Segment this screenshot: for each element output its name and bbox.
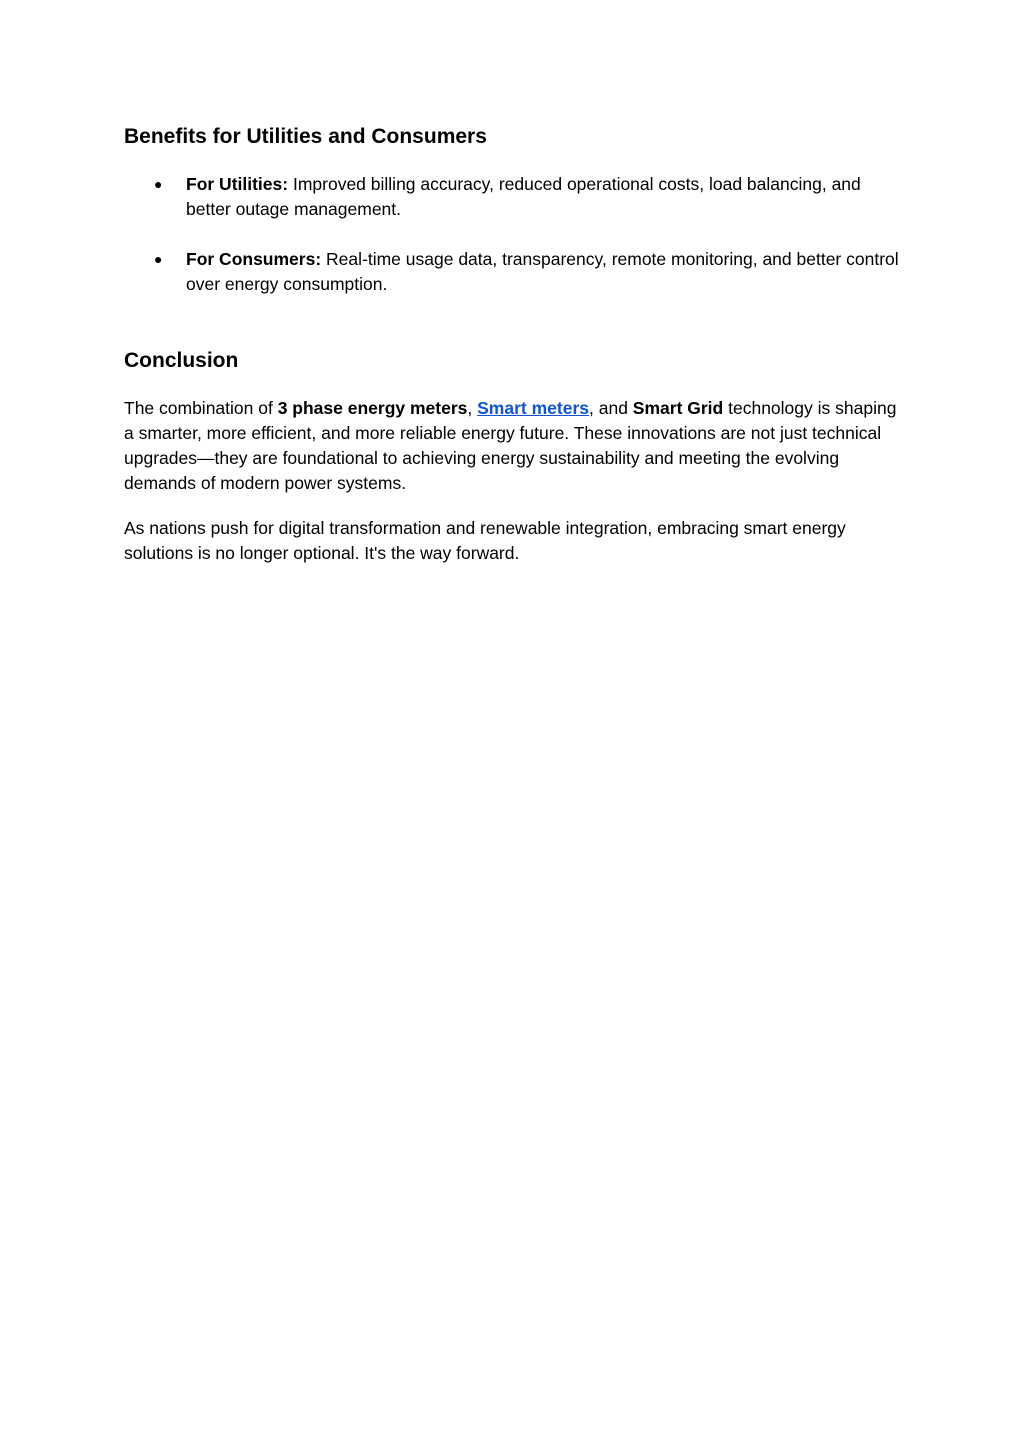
- p1-text-3: , and: [589, 398, 633, 418]
- p1-text-1: The combination of: [124, 398, 278, 418]
- benefits-heading: Benefits for Utilities and Consumers: [124, 125, 487, 148]
- p1-bold-meters: 3 phase energy meters: [277, 398, 468, 418]
- conclusion-heading: Conclusion: [124, 349, 239, 372]
- conclusion-paragraph-2: As nations push for digital transformation and renewable integration, embracing smart energy solutions is no longer optional. It's the way forward.: [124, 518, 846, 563]
- consumers-label: For Consumers:: [186, 249, 322, 269]
- utilities-label: For Utilities:: [186, 174, 289, 194]
- utilities-text: Improved billing accuracy, reduced operational costs, load balancing, and better outage management.: [186, 174, 861, 219]
- p1-text-2: ,: [467, 398, 478, 418]
- p1-bold-grid: Smart Grid: [632, 398, 724, 418]
- bullet-icon: ●: [154, 251, 163, 267]
- bullet-icon: ●: [154, 176, 163, 192]
- conclusion-paragraph-1: [124, 396, 904, 496]
- list-item: [124, 247, 904, 297]
- smart-meters-link[interactable]: Smart meters: [477, 398, 589, 418]
- consumers-text: Real-time usage data, transparency, remote monitoring, and better control over energy consumption.: [186, 249, 899, 294]
- p1-text-4: technology is shaping a smarter, more efficient, and more reliable energy future. These innovations are not just technical upgrades—they are foundational to achieving energy sustainability and meeting the evolving demands of modern power systems.: [124, 398, 897, 493]
- list-item: [124, 172, 904, 222]
- benefits-list: [124, 172, 904, 322]
